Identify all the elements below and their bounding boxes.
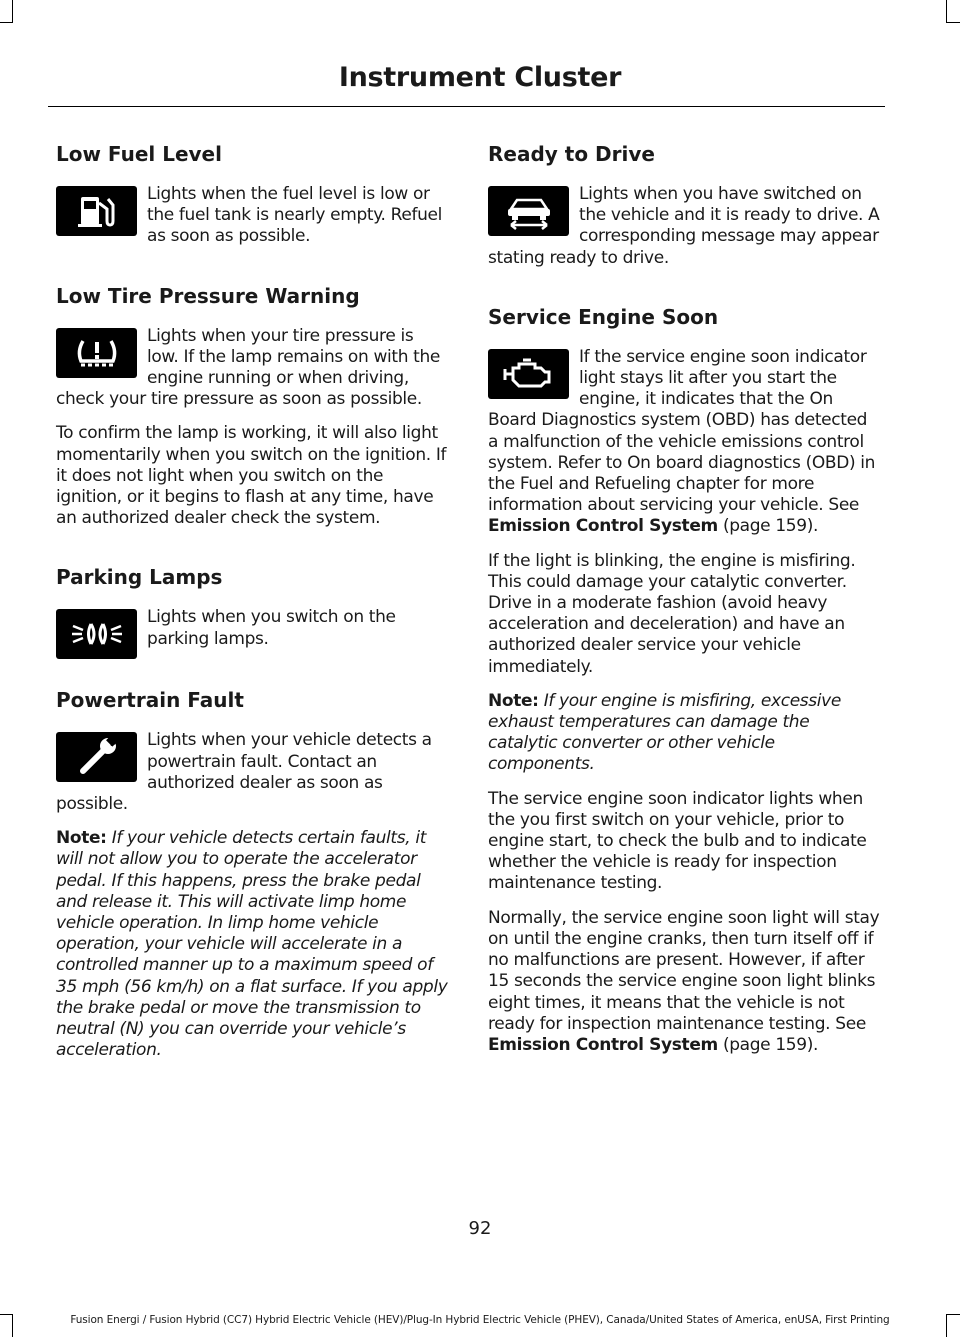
section-low-tire-pressure	[56, 282, 448, 543]
section-heading: Low Tire Pressure Warning	[56, 283, 360, 308]
section-text: Lights when you have switched on the vehicle and it is ready to drive. A corresponding message may appear stating ready to drive.	[488, 184, 880, 268]
fuel-pump-icon	[56, 186, 137, 236]
right-column	[488, 140, 880, 1090]
note	[488, 691, 880, 776]
ready-to-drive-icon	[488, 186, 569, 236]
page-reference: (page 159).	[717, 516, 819, 537]
section-text: To confirm the lamp is working, it will also light momentarily when you switch on the ignition. If it does not light when you switch on the ignition, or it begins to flash at any time, have an authorized dealer check the system.	[56, 423, 447, 529]
crop-mark	[946, 22, 960, 23]
section-text: Lights when the fuel level is low or the fuel tank is nearly empty. Refuel as soon as possible.	[147, 184, 442, 247]
section-powertrain-fault	[56, 686, 448, 1074]
note-label: Note:	[56, 828, 107, 849]
note-text: If your vehicle detects certain faults, it will not allow you to operate the accelerator pedal. If this happens, press the brake pedal and release it. This will activate limp home vehicle operation. In limp home vehicle operation, your vehicle will accelerate in a controlled manner up to a maximum speed of 35 mph (56 km/h) on a flat surface. If you apply the brake pedal or move the transmission to neutral (N) you can override your vehicle’s acceleration.	[56, 828, 448, 1061]
left-column	[56, 140, 448, 1095]
section-text	[488, 908, 880, 1056]
page-number: 92	[468, 1218, 492, 1239]
footer-text: Fusion Energi / Fusion Hybrid (CC7) Hybrid Electric Vehicle (HEV)/Plug-In Hybrid Electric Vehicle (PHEV), Canada/United States of America, enUSA, First Printing	[70, 1314, 890, 1326]
parking-lamps-icon	[56, 609, 137, 659]
section-service-engine-soon	[488, 303, 880, 1069]
note-label: Note:	[488, 690, 539, 711]
page-title: Instrument Cluster	[338, 62, 622, 93]
section-heading: Service Engine Soon	[488, 304, 719, 329]
crop-mark	[0, 22, 13, 23]
note	[56, 828, 448, 1061]
engine-icon	[488, 349, 569, 399]
section-text: Lights when you switch on the parking lamps.	[147, 607, 396, 649]
section-text-body: Normally, the service engine soon light will stay on until the engine cranks, then turn itself off if no malfunctions are present. However, if after 15 seconds the service engine soon light blinks eight times, it means that the vehicle is not ready for inspection maintenance testing. See	[488, 907, 880, 1034]
header-divider	[48, 106, 885, 107]
page-reference: (page 159).	[717, 1034, 819, 1055]
section-heading: Parking Lamps	[56, 565, 223, 590]
section-text: Lights when your tire pressure is low. If the lamp remains on with the engine running or when driving, check your tire pressure as soon as possible.	[56, 325, 441, 410]
crop-mark	[946, 0, 947, 22]
cross-reference-link[interactable]: Emission Control System	[488, 516, 718, 537]
section-low-fuel	[56, 140, 448, 261]
section-heading: Low Fuel Level	[56, 142, 222, 166]
section-parking-lamps	[56, 563, 448, 665]
section-text-body: If the service engine soon indicator light stays lit after you start the engine, it indicates that the On Board Diagnostics system (OBD) has detected a malfunction of the vehicle emissions control system. Refer to On board diagnostics (OBD) in the Fuel and Refueling chapter for more information about servicing your vehicle. See	[488, 346, 876, 516]
section-ready-to-drive	[488, 140, 880, 282]
wrench-icon	[56, 732, 137, 782]
section-text: The service engine soon indicator lights when the you first switch on your vehicle, prior to engine start, to check the bulb and to indicate whether the vehicle is ready for inspection maintenance testing.	[488, 788, 867, 894]
crop-mark	[12, 0, 13, 22]
section-text: If the light is blinking, the engine is misfiring. This could damage your catalytic converter. Drive in a moderate fashion (avoid heavy acceleration and deceleration) and have an authorized dealer service your vehicle immediately.	[488, 550, 856, 677]
cross-reference-link[interactable]: Emission Control System	[488, 1034, 718, 1055]
tire-pressure-icon	[56, 328, 137, 378]
note-text: If your engine is misfiring, excessive exhaust temperatures can damage the catalytic converter or other vehicle components.	[488, 690, 842, 775]
section-text: Lights when your vehicle detects a powertrain fault. Contact an authorized dealer as soon as possible.	[56, 730, 432, 815]
section-heading: Powertrain Fault	[56, 688, 244, 713]
section-heading: Ready to Drive	[488, 142, 655, 166]
